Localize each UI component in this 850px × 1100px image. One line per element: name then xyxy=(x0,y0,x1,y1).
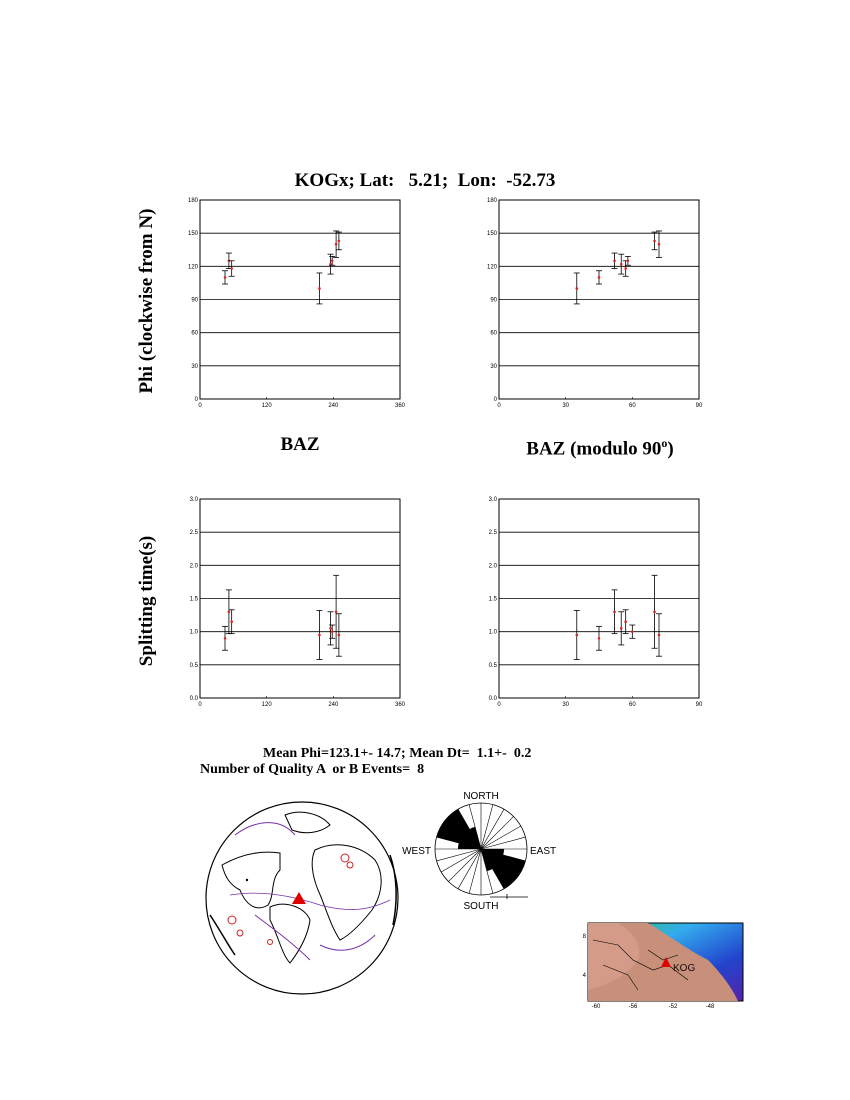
data-point-with-errorbar xyxy=(618,612,624,645)
data-point xyxy=(331,260,334,263)
y-tick-label: 1.5 xyxy=(189,596,198,603)
x-tick-label: 240 xyxy=(328,403,339,409)
data-point xyxy=(338,240,341,243)
data-point xyxy=(329,627,332,630)
phi-rose-diagram xyxy=(395,787,565,912)
page-title: KOGx; Lat: 5.21; Lon: -52.73 xyxy=(294,170,556,191)
y-tick-label: 0.5 xyxy=(488,662,497,669)
data-point xyxy=(620,627,623,630)
rose-west-label: WEST xyxy=(402,846,431,857)
x-tick-label: 0 xyxy=(198,403,202,409)
baz-mod90-label-close: ) xyxy=(667,438,674,460)
data-point xyxy=(624,267,627,270)
baz-axis-label: BAZ xyxy=(280,434,320,455)
rose-spoke xyxy=(469,849,481,893)
data-point xyxy=(613,610,616,613)
y-tick-label: 1.5 xyxy=(488,596,497,603)
y-tick-label: 3.0 xyxy=(189,497,198,503)
data-point xyxy=(575,287,578,290)
y-tick-label: 1.0 xyxy=(189,629,198,636)
x-tick-label: 120 xyxy=(261,403,272,409)
data-point-with-errorbar xyxy=(328,254,334,274)
y-tick-label: 0.5 xyxy=(189,662,198,669)
y-tick-label: 2.0 xyxy=(189,563,198,570)
rose-north-label: NORTH xyxy=(463,791,499,802)
phi-axis-label: Phi (clockwise from N) xyxy=(136,208,157,394)
data-point-with-errorbar xyxy=(612,590,618,634)
data-point-with-errorbar xyxy=(618,254,624,274)
rose-spoke xyxy=(481,837,525,849)
x-tick-label: 0 xyxy=(497,702,501,708)
data-point xyxy=(224,276,227,279)
data-point-with-errorbar xyxy=(222,271,228,284)
x-tick-label: 120 xyxy=(261,702,272,708)
data-point xyxy=(624,620,627,623)
data-point xyxy=(653,240,656,243)
y-tick-label: 1.0 xyxy=(488,629,497,636)
mean-stats-line: Mean Phi=123.1+- 14.7; Mean Dt= 1.1+- 0.2 xyxy=(263,746,532,761)
inset-lon-tick-52: -52 xyxy=(668,1004,678,1010)
data-point-with-errorbar xyxy=(652,575,658,648)
y-tick-label: 3.0 xyxy=(488,497,497,503)
baz-mod90-axis-label xyxy=(480,436,720,460)
data-point-with-errorbar xyxy=(226,590,232,634)
degree-symbol: o xyxy=(661,436,668,450)
x-tick-label: 90 xyxy=(695,403,703,409)
rose-spoke xyxy=(437,849,481,861)
x-tick-label: 360 xyxy=(394,702,406,708)
data-point xyxy=(230,620,233,623)
y-tick-label: 180 xyxy=(187,198,198,204)
splitting-time-axis-label: Splitting time(s) xyxy=(136,535,157,667)
dt-vs-baz-chart xyxy=(190,491,410,706)
y-tick-label: 120 xyxy=(187,264,198,271)
x-tick-label: 30 xyxy=(562,403,570,409)
baz-mod90-label-text: BAZ (modulo 90 xyxy=(526,438,662,460)
data-point xyxy=(331,630,334,633)
data-point xyxy=(228,610,231,613)
y-tick-label: 150 xyxy=(187,231,198,238)
data-point-with-errorbar xyxy=(333,231,339,258)
world-map-globe xyxy=(200,795,410,1000)
data-point-with-errorbar xyxy=(656,231,662,258)
data-point-with-errorbar xyxy=(229,610,235,634)
data-point-with-errorbar xyxy=(328,612,334,645)
data-point xyxy=(224,637,227,640)
inset-lat-tick-8: 8 xyxy=(582,934,586,940)
y-tick-label: 2.5 xyxy=(488,530,497,537)
y-tick-label: 60 xyxy=(191,330,198,337)
data-point-with-errorbar xyxy=(333,575,339,648)
x-tick-label: 0 xyxy=(497,403,501,409)
data-point xyxy=(230,267,233,270)
y-tick-label: 150 xyxy=(486,231,497,238)
rose-south-label: SOUTH xyxy=(463,901,499,912)
data-point-with-errorbar xyxy=(336,232,342,250)
data-point xyxy=(338,634,341,637)
y-tick-label: 30 xyxy=(490,363,497,370)
x-tick-label: 240 xyxy=(328,702,339,708)
x-tick-label: 60 xyxy=(628,403,636,409)
y-tick-label: 90 xyxy=(490,297,497,304)
phi-vs-baz-chart xyxy=(187,192,410,409)
data-point-with-errorbar xyxy=(596,271,602,284)
data-point xyxy=(575,634,578,637)
data-point xyxy=(318,634,321,637)
data-point xyxy=(627,260,630,263)
data-point xyxy=(335,243,338,246)
x-tick-label: 360 xyxy=(394,403,406,409)
event-count-line: Number of Quality A or B Events= 8 xyxy=(200,762,425,777)
data-point xyxy=(620,263,623,266)
y-tick-label: 180 xyxy=(486,198,497,204)
y-tick-label: 90 xyxy=(191,297,198,304)
inset-station-label: KOG xyxy=(673,963,696,974)
inset-lon-tick-48: -48 xyxy=(705,1004,715,1010)
data-point-with-errorbar xyxy=(623,610,629,634)
data-point xyxy=(658,243,661,246)
y-tick-label: 0 xyxy=(493,397,497,403)
inset-lat-tick-4: 4 xyxy=(582,973,586,979)
y-tick-label: 2.0 xyxy=(488,563,497,570)
inset-lon-tick-56: -56 xyxy=(628,1004,638,1010)
phi-vs-baz-mod90-chart xyxy=(486,192,709,409)
y-tick-label: 120 xyxy=(486,264,497,271)
inset-lon-tick-60: -60 xyxy=(591,1004,601,1010)
y-tick-label: 0.0 xyxy=(488,696,497,702)
data-point-with-errorbar xyxy=(336,614,342,656)
x-tick-label: 60 xyxy=(628,702,636,708)
x-tick-label: 90 xyxy=(695,702,703,708)
data-point xyxy=(598,276,601,279)
y-tick-label: 0 xyxy=(194,397,198,403)
data-point xyxy=(613,260,616,263)
data-point-with-errorbar xyxy=(574,610,580,659)
y-tick-label: 30 xyxy=(191,363,198,370)
data-point xyxy=(318,287,321,290)
data-point-with-errorbar xyxy=(656,614,662,656)
data-point xyxy=(631,630,634,633)
data-point-with-errorbar xyxy=(652,232,658,250)
x-tick-label: 0 xyxy=(198,702,202,708)
data-point xyxy=(598,637,601,640)
data-point xyxy=(335,610,338,613)
y-tick-label: 2.5 xyxy=(189,530,198,537)
data-point xyxy=(653,610,656,613)
data-point xyxy=(658,634,661,637)
rose-spoke xyxy=(481,805,493,849)
y-tick-label: 60 xyxy=(490,330,497,337)
y-tick-label: 0.0 xyxy=(189,696,198,702)
rose-east-label: EAST xyxy=(530,846,557,857)
data-point-with-errorbar xyxy=(222,626,228,650)
data-point-with-errorbar xyxy=(596,626,602,650)
x-tick-label: 30 xyxy=(562,702,570,708)
regional-topo-map xyxy=(578,920,748,1010)
data-point-with-errorbar xyxy=(316,610,322,659)
dt-vs-baz-mod90-chart xyxy=(489,491,709,706)
